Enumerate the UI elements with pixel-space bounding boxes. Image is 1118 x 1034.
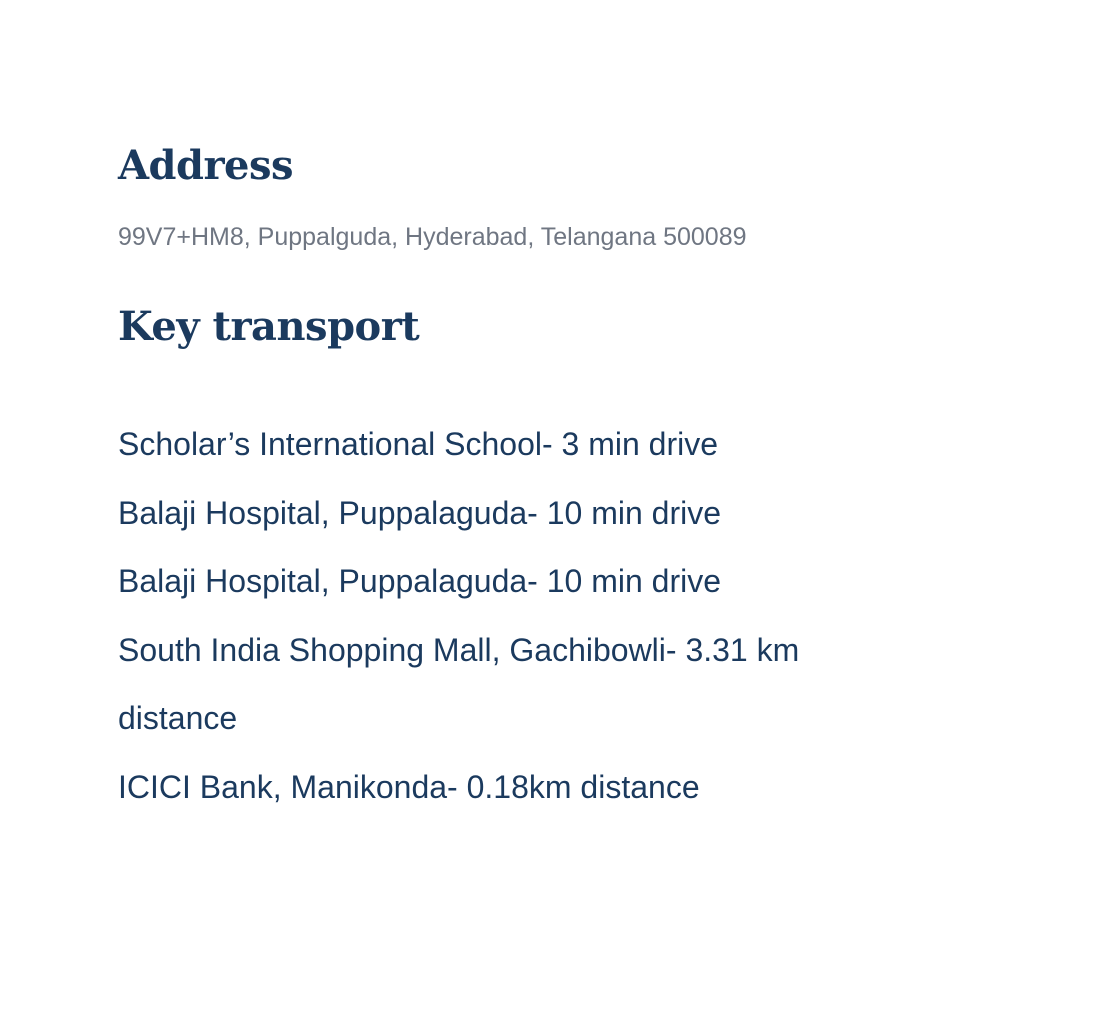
address-text: 99V7+HM8, Puppalguda, Hyderabad, Telangana 500089 [118, 223, 747, 251]
key-transport-list [118, 410, 918, 821]
transport-item-mall: South India Shopping Mall, Gachibowli- 3.31 km distance [118, 631, 800, 736]
transport-item-school: Scholar’s International School- 3 min drive [118, 426, 719, 462]
transport-item-bank: ICICI Bank, Manikonda- 0.18km distance [118, 768, 700, 805]
transport-item-hospital-duplicate: Balaji Hospital, Puppalaguda- 10 min drive [118, 563, 722, 599]
transport-item-hospital: Balaji Hospital, Puppalaguda- 10 min drive [118, 494, 722, 531]
address-heading: Address [118, 142, 294, 189]
key-transport-heading: Key transport [118, 303, 420, 350]
